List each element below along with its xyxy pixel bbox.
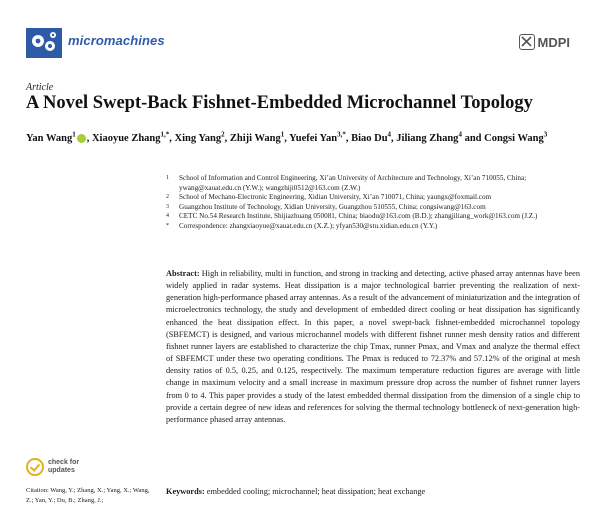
affiliation-item <box>166 203 586 213</box>
author-affiliation-marker: 4 <box>458 130 462 138</box>
author-affiliation-marker: 3,* <box>337 130 346 138</box>
author-separator: , <box>284 132 290 144</box>
author[interactable] <box>289 130 352 144</box>
article-type: Article <box>26 82 54 93</box>
author-name: Xing Yang <box>174 132 222 144</box>
keywords-text: embedded cooling; microchannel; heat dissipation; heat exchange <box>206 487 426 496</box>
author[interactable] <box>229 130 290 144</box>
author-affiliation-marker: 1 <box>72 130 76 138</box>
author-affiliation-marker: 2 <box>221 130 225 138</box>
affiliation-text: Correspondence: zhangxiaoyue@xauat.edu.cn (X.Z.); yfyan530@stu.xidian.edu.cn (Y.Y.) <box>179 221 438 230</box>
affiliation-text: School of Information and Control Engineering, Xi’an University of Architecture and Technology, Xi’an 710055, China; ywang@xauat.edu.cn (Y.W.); wangzhiji0512@163.com (Z.W.) <box>179 174 527 192</box>
author-name: Xiaoyue Zhang <box>91 132 161 144</box>
publisher-name: MDPI <box>537 34 570 50</box>
affiliation-text: Guangzhou Institute of Technology, Xidian University, Guangzhou 510555, China; congsiwang@163.com <box>179 202 486 211</box>
author[interactable] <box>464 130 548 144</box>
affiliation-item <box>166 174 586 193</box>
check-for-updates-button[interactable] <box>26 458 79 476</box>
author-list <box>26 126 586 147</box>
author[interactable] <box>91 130 175 144</box>
author-name: and Congsi Wang <box>464 132 544 144</box>
author-affiliation-marker: 3 <box>543 130 548 138</box>
mdpi-logo-icon <box>519 34 535 50</box>
author-name: Yuefei Yan <box>289 132 338 144</box>
journal-logo-icon <box>26 28 62 58</box>
affiliation-number: 2 <box>166 194 169 201</box>
author-affiliation-marker: 4 <box>387 130 392 138</box>
journal-name[interactable]: micromachines <box>68 33 165 48</box>
check-updates-icon <box>26 458 44 476</box>
check-updates-line1: check for <box>48 459 80 466</box>
author[interactable] <box>174 130 230 144</box>
affiliation-number: 1 <box>166 175 169 181</box>
author[interactable] <box>396 130 464 144</box>
author-name: Biao Du <box>351 132 388 144</box>
keywords <box>166 487 580 496</box>
author-separator: , <box>345 132 352 144</box>
author-name: Jiliang Zhang <box>396 132 459 144</box>
affiliation-number: * <box>166 222 169 229</box>
author-separator: , <box>169 132 175 144</box>
affiliation-text: CETC No.54 Research Institute, Shijiazhuang 050081, China; biaodu@163.com (B.D.); zhangjiliang_work@163.com (J.Z.) <box>179 212 538 221</box>
affiliation-item <box>166 193 586 203</box>
affiliation-item <box>166 222 586 232</box>
author-separator: , <box>391 132 397 144</box>
affiliation-item <box>166 212 586 222</box>
author-affiliation-marker: 1 <box>280 130 285 138</box>
orcid-icon[interactable] <box>77 134 86 143</box>
author[interactable] <box>26 130 92 144</box>
abstract <box>166 268 580 426</box>
author-separator: , <box>224 132 230 144</box>
affiliation-number: 4 <box>166 213 169 220</box>
abstract-label: Abstract: <box>166 269 200 278</box>
author-name: Zhiji Wang <box>229 132 281 144</box>
citation-text: Citation: Wang, Y.; Zhang, X.; Yang, X.; Wang, Z.; Yan, Y.; Du, B.; Zhang, J.; <box>26 487 150 504</box>
author-name: Yan Wang <box>26 132 73 144</box>
publisher-logo[interactable] <box>519 34 571 50</box>
author-separator: , <box>86 132 92 144</box>
abstract-text: High in reliability, multi in function, and strong in tracking and detecting, active phased array antennas have been widely applied in radar systems. Heat dissipation is a major technological barrier preventing the realization of next-generation high-performance phased array antennas. As a result of the advancement of miniaturization and the integration of microelectronics technology, the study and development of embedded direct cooling or heat dissipation has significantly enhanced the heat dissipation effect. In this paper, a novel swept-back fishnet-embedded microchannel topology (SBFEMCT) is designed, and various microchannel models with different fishnet runner mesh density ratios and different fishnet runner layers are established to characterize the chip Tmax, runner Pmax, and Vmax and analyze the thermal effect of SBFEMCT under these two operating conditions. The Pmax is reduced to 72.37% and 57.12% of the original at mesh density ratios of 0.5, 0.25, and 0.125, respectively. The maximum temperature reduction figures are average with little change in maximum velocity and a small increase in maximum pressure drop across the number of fishnet runner layers from 0 to 4. This paper provides a study of the latest embedded thermal dissipation from the dimension of a single chip to provide a certain degree of new ideas and references for solving the thermal technology bottleneck of next-generation high-performance phased array antennas. <box>166 269 580 424</box>
author-affiliation-marker: 1,* <box>160 130 170 138</box>
author[interactable] <box>351 130 397 144</box>
affiliation-number: 3 <box>166 203 169 210</box>
affiliations <box>166 174 586 232</box>
affiliation-text: School of Mechano-Electronic Engineering, Xidian University, Xi’an 710071, China; yaungx@foxmail.com <box>179 193 492 202</box>
check-updates-line2: updates <box>48 467 75 474</box>
keywords-label: Keywords: <box>166 487 205 496</box>
paper-title: A Novel Swept-Back Fishnet-Embedded Microchannel Topology <box>26 93 533 113</box>
